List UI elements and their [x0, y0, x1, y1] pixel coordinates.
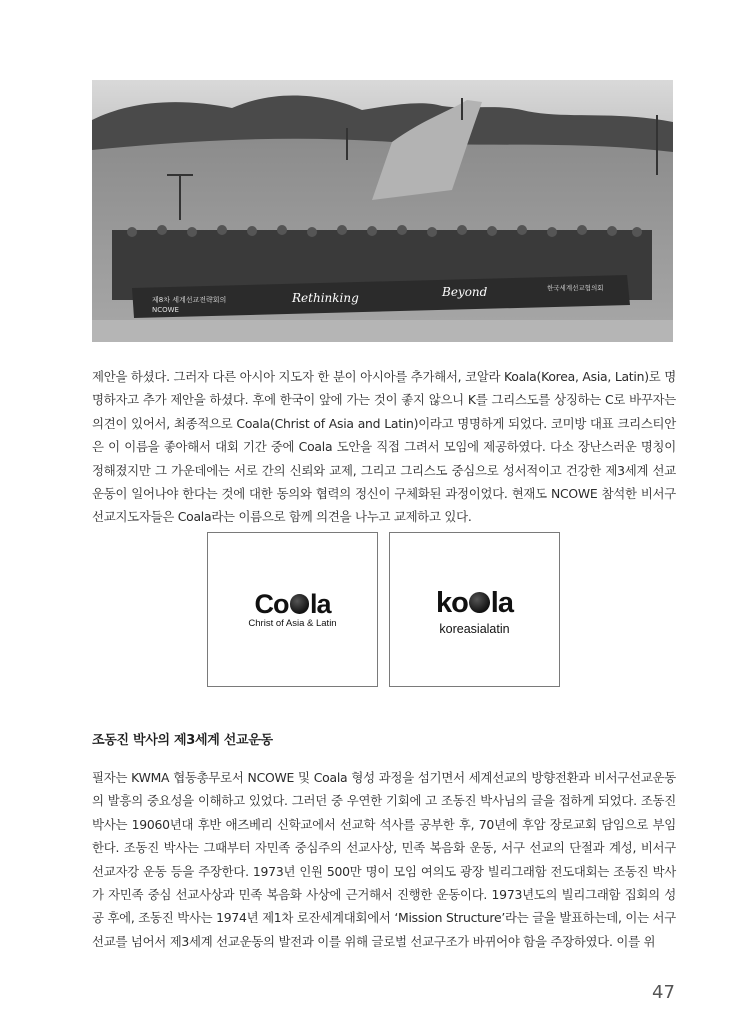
koala-logo-box	[389, 532, 560, 687]
coala-logo-prefix: Co	[254, 589, 289, 619]
paragraph-coala-naming: 제안을 하셨다. 그러자 다른 아시아 지도자 한 분이 아시아를 추가해서, 코알라 Koala(Korea, Asia, Latin)로 명명하자고 추가 제안을 하셨다. 후에 한국이 앞에 가는 것이 좋지 않으니 K를 그리스도를 상징하는 C로 바꾸자는 의견이 있어서, 최종적으로 Coala(Christ of Asia and Latin)이라고 명명하게 되었다. 코미방 대표 크리스티안은 이 이름을 좋아해서 대회 기간 중에 Coala 도안을 직접 그려서 모임에 제공하였다. 다소 장난스러운 명칭이 정해졌지만 그 가운데에는 서로 간의 신뢰와 교제, 그리고 그리스도 중심으로 성서적이고 건강한 제3세계 선교운동이 일어나야 한다는 것에 대한 동의와 협력의 정신이 구체화된 과정이었다. 현재도 NCOWE 참석한 비서구 선교지도자들은 Coala라는 이름으로 함께 의견을 나누고 교제하고 있다.	[92, 369, 676, 525]
paragraph-third-world-mission: 필자는 KWMA 협동총무로서 NCOWE 및 Coala 형성 과정을 섬기면서 세계선교의 방향전환과 비서구선교운동의 발흥의 중요성을 이해하고 있었다. 그러던 중 우연한 기회에 고 조동진 박사님의 글을 접하게 되었다. 조동진 박사는 19060년대 후반 애즈베리 신학교에서 선교학 석사를 공부한 후, 70년에 후암 장로교회 담임으로 부임한다. 조동진 박사는 그때부터 자민족 중심주의 선교사상, 민족 복음화 운동, 서구 선교의 단절과 계성, 비서구 선교자강 운동 등을 주장한다. 1973년 인원 500만 명이 모임 여의도 광장 빌리그래함 전도대회는 조동진 박사가 자민족 중심 선교사상과 민족 복음화 사상에 근거해서 진행한 운동이다. 1973년도의 빌리그래함 집회의 성공 후에, 조동진 박사는 1974년 제1차 로잔세계대회에서 ‘Mission Structure’라는 글을 발표하는데, 이는 서구 선교를 넘어서 제3세계 선교운동의 발전과 이를 위해 글로벌 선교구조가 바뀌어야 함을 주장하였다. 이를 위	[92, 770, 676, 949]
coala-logo-box	[207, 532, 378, 687]
koala-logo-suffix: la	[490, 587, 513, 619]
globe-icon	[469, 592, 490, 613]
photo-foreground	[92, 320, 673, 342]
coala-logo-subtitle: Christ of Asia & Latin	[248, 618, 337, 629]
section-heading: 조동진 박사의 제3세계 선교운동	[92, 733, 273, 748]
banner-text-2: NCOWE	[152, 306, 179, 314]
banner-text-1: 제8차 세계선교전략회의	[152, 296, 227, 304]
banner-text-3: Rethinking	[292, 291, 359, 305]
coala-logo-wordmark	[208, 589, 377, 620]
group-photo	[92, 80, 673, 342]
banner-text-5: 한국세계선교협의회	[547, 284, 604, 292]
page-number: 47	[652, 982, 675, 1003]
globe-icon	[290, 594, 309, 613]
koala-logo-subtitle: koreasialatin	[439, 622, 510, 636]
koala-logo-prefix: ko	[436, 587, 468, 619]
koala-logo-wordmark	[390, 587, 559, 620]
coala-logo-suffix: la	[309, 589, 331, 619]
banner-text-4: Beyond	[442, 285, 488, 299]
